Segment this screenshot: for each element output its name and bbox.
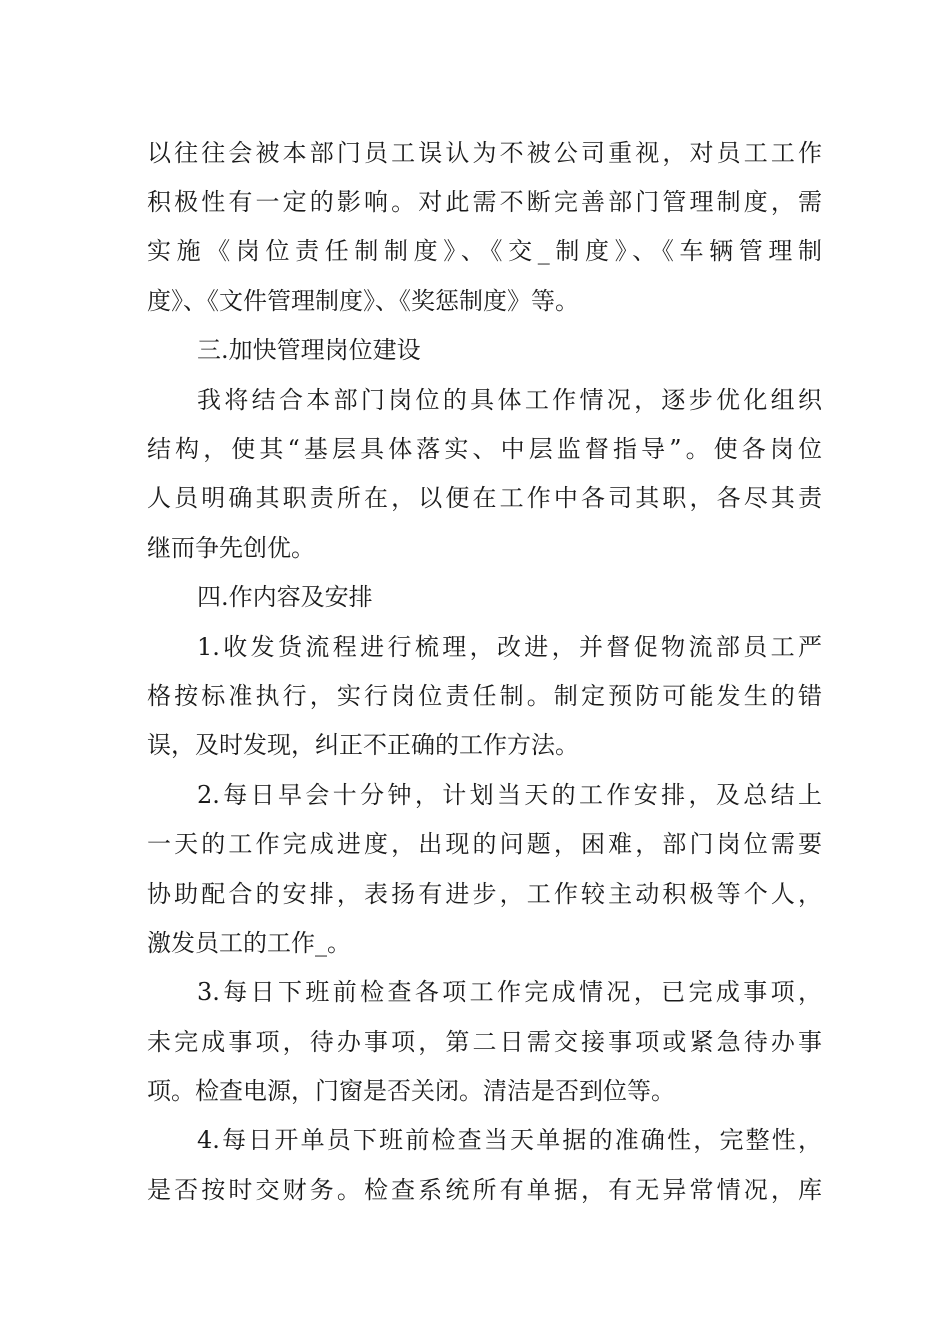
text-line: 继而争先创优。 (147, 534, 315, 562)
text-line: 是否按时交财务。检查系统所有单据，有无异常情况，库 (147, 1176, 822, 1204)
text-line: 格按标准执行，实行岗位责任制。制定预防可能发生的错 (147, 682, 822, 710)
text-line: 结构，使其“基层具体落实、中层监督指导”。使各岗位 (147, 435, 822, 463)
text-line: 误，及时发现，纠正不正确的工作方法。 (147, 731, 579, 759)
text-line: 2.每日早会十分钟，计划当天的工作安排，及总结上 (197, 781, 822, 809)
section-heading: 四.作内容及安排 (197, 583, 373, 611)
text-line: 人员明确其职责所在，以便在工作中各司其职，各尽其责 (147, 484, 822, 512)
section-heading: 三.加快管理岗位建设 (197, 336, 421, 364)
text-line: 激发员工的工作_。 (147, 929, 351, 957)
text-line: 实施《岗位责任制制度》、《交_制度》、《车辆管理制 (147, 237, 822, 265)
text-line: 我将结合本部门岗位的具体工作情况，逐步优化组织 (197, 386, 822, 414)
text-line: 一天的工作完成进度，出现的问题，困难，部门岗位需要 (147, 830, 822, 858)
text-line: 未完成事项，待办事项，第二日需交接事项或紧急待办事 (147, 1028, 822, 1056)
text-line: 以往往会被本部门员工误认为不被公司重视，对员工工作 (147, 139, 822, 167)
text-line: 积极性有一定的影响。对此需不断完善部门管理制度，需 (147, 188, 822, 216)
text-line: 3.每日下班前检查各项工作完成情况，已完成事项， (197, 978, 822, 1006)
text-line: 1.收发货流程进行梳理，改进，并督促物流部员工严 (197, 633, 822, 661)
text-line: 度》、《文件管理制度》、《奖惩制度》等。 (147, 287, 579, 315)
text-line: 协助配合的安排，表扬有进步，工作较主动积极等个人， (147, 880, 822, 908)
text-line: 项。检查电源，门窗是否关闭。清洁是否到位等。 (147, 1077, 675, 1105)
text-line: 4.每日开单员下班前检查当天单据的准确性，完整性， (197, 1126, 822, 1154)
